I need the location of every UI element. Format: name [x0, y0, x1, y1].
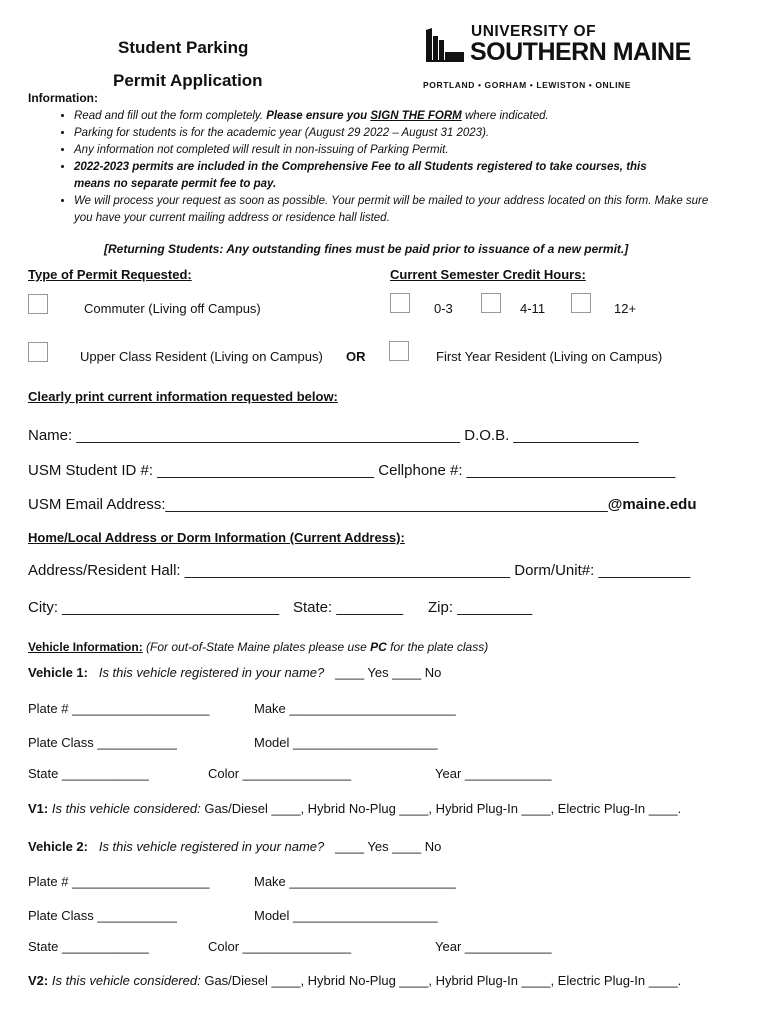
usm-building-icon: [426, 28, 466, 62]
email-field[interactable]: USM Email Address:_____________________________________________________@maine.edu: [28, 496, 697, 513]
name-dob-field[interactable]: Name: ______________________________________________ D.O.B. _______________: [28, 427, 639, 444]
vehicle1-state-field[interactable]: State ____________: [28, 766, 149, 781]
upper-class-label: Upper Class Resident (Living on Campus): [80, 349, 323, 364]
permit-type-heading: Type of Permit Requested:: [28, 267, 192, 282]
form-title-line1: Student Parking: [118, 38, 249, 57]
personal-info-heading: Clearly print current information requested below:: [28, 389, 338, 404]
vehicle1-yes-no[interactable]: ____ Yes ____ No: [335, 665, 442, 680]
vehicle1-fuel-row[interactable]: V1: Is this vehicle considered: Gas/Diesel ____, Hybrid No-Plug ____, Hybrid Plug-In ____, Electric Plug-In ____.: [28, 801, 682, 816]
first-year-checkbox[interactable]: [389, 341, 409, 361]
vehicle1-color-field[interactable]: Color _______________: [208, 766, 352, 781]
city-field[interactable]: City: __________________________: [28, 599, 280, 616]
upper-class-checkbox[interactable]: [28, 342, 48, 362]
usm-logo: [426, 28, 466, 67]
vehicle2-color-field[interactable]: Color _______________: [208, 939, 352, 954]
vehicle2-year-field[interactable]: Year ____________: [435, 939, 552, 954]
state-field[interactable]: State: ________: [293, 599, 404, 616]
vehicle2-plate-field[interactable]: Plate # ___________________: [28, 874, 210, 889]
vehicle2-model-field[interactable]: Model ____________________: [254, 908, 438, 923]
info-list: [48, 108, 764, 227]
first-year-label: First Year Resident (Living on Campus): [436, 349, 663, 364]
vehicle1-make-field[interactable]: Make _______________________: [254, 701, 456, 716]
credits-0-3-label: 0-3: [434, 301, 453, 316]
vehicle-heading: Vehicle Information: (For out-of-State Maine plates please use PC for the plate class): [28, 640, 489, 654]
or-label: OR: [346, 349, 366, 364]
credits-12-plus-checkbox[interactable]: [571, 293, 591, 313]
logo-line1: UNIVERSITY OF: [471, 23, 597, 40]
info-item: • We will process your request as soon as possible. Your permit will be mailed to your address located on this form. Make sure you have your current mailing address or residence hall listed.: [74, 193, 714, 227]
credits-4-11-checkbox[interactable]: [481, 293, 501, 313]
info-heading: Information:: [28, 91, 98, 105]
returning-students-note: [Returning Students: Any outstanding fines must be paid prior to issuance of a new permit.]: [104, 242, 629, 256]
student-id-cellphone-field[interactable]: USM Student ID #: __________________________ Cellphone #: _________________________: [28, 462, 676, 479]
form-title-line2: Permit Application: [113, 71, 263, 90]
commuter-checkbox[interactable]: [28, 294, 48, 314]
logo-line2: SOUTHERN MAINE: [470, 38, 691, 66]
address-field[interactable]: Address/Resident Hall: _______________________________________ Dorm/Unit#: ___________: [28, 562, 691, 579]
credits-12-plus-label: 12+: [614, 301, 637, 316]
logo-campuses: PORTLAND • GORHAM • LEWISTON • ONLINE: [423, 80, 632, 90]
address-heading: Home/Local Address or Dorm Information (Current Address):: [28, 530, 405, 545]
credit-hours-heading: Current Semester Credit Hours:: [390, 267, 586, 282]
credits-4-11-label: 4-11: [520, 301, 546, 316]
vehicle2-fuel-row[interactable]: V2: Is this vehicle considered: Gas/Diesel ____, Hybrid No-Plug ____, Hybrid Plug-In ____, Electric Plug-In ____.: [28, 973, 682, 988]
vehicle2-registered-row: Vehicle 2: Is this vehicle registered in your name? ____ Yes ____ No: [28, 839, 442, 854]
info-item: • Parking for students is for the academic year (August 29 2022 – August 31 2023).: [74, 125, 764, 142]
vehicle2-plate-class-field[interactable]: Plate Class ___________: [28, 908, 177, 923]
vehicle2-yes-no[interactable]: ____ Yes ____ No: [335, 839, 442, 854]
vehicle2-state-field[interactable]: State ____________: [28, 939, 149, 954]
vehicle1-year-field[interactable]: Year ____________: [435, 766, 552, 781]
info-item: • Any information not completed will result in non-issuing of Parking Permit.: [74, 142, 764, 159]
vehicle1-plate-field[interactable]: Plate # ___________________: [28, 701, 210, 716]
vehicle1-registered-row: Vehicle 1: Is this vehicle registered in your name? ____ Yes ____ No: [28, 665, 442, 680]
vehicle1-plate-class-field[interactable]: Plate Class ___________: [28, 735, 177, 750]
vehicle2-make-field[interactable]: Make _______________________: [254, 874, 456, 889]
info-item: • 2022-2023 permits are included in the Comprehensive Fee to all Students registered to take courses, this means no separate permit fee to pay.: [74, 159, 674, 193]
vehicle1-model-field[interactable]: Model ____________________: [254, 735, 438, 750]
zip-field[interactable]: Zip: _________: [428, 599, 533, 616]
commuter-label: Commuter (Living off Campus): [84, 301, 261, 316]
credits-0-3-checkbox[interactable]: [390, 293, 410, 313]
info-item: • Read and fill out the form completely. Please ensure you SIGN THE FORM where indicated.: [74, 108, 764, 125]
